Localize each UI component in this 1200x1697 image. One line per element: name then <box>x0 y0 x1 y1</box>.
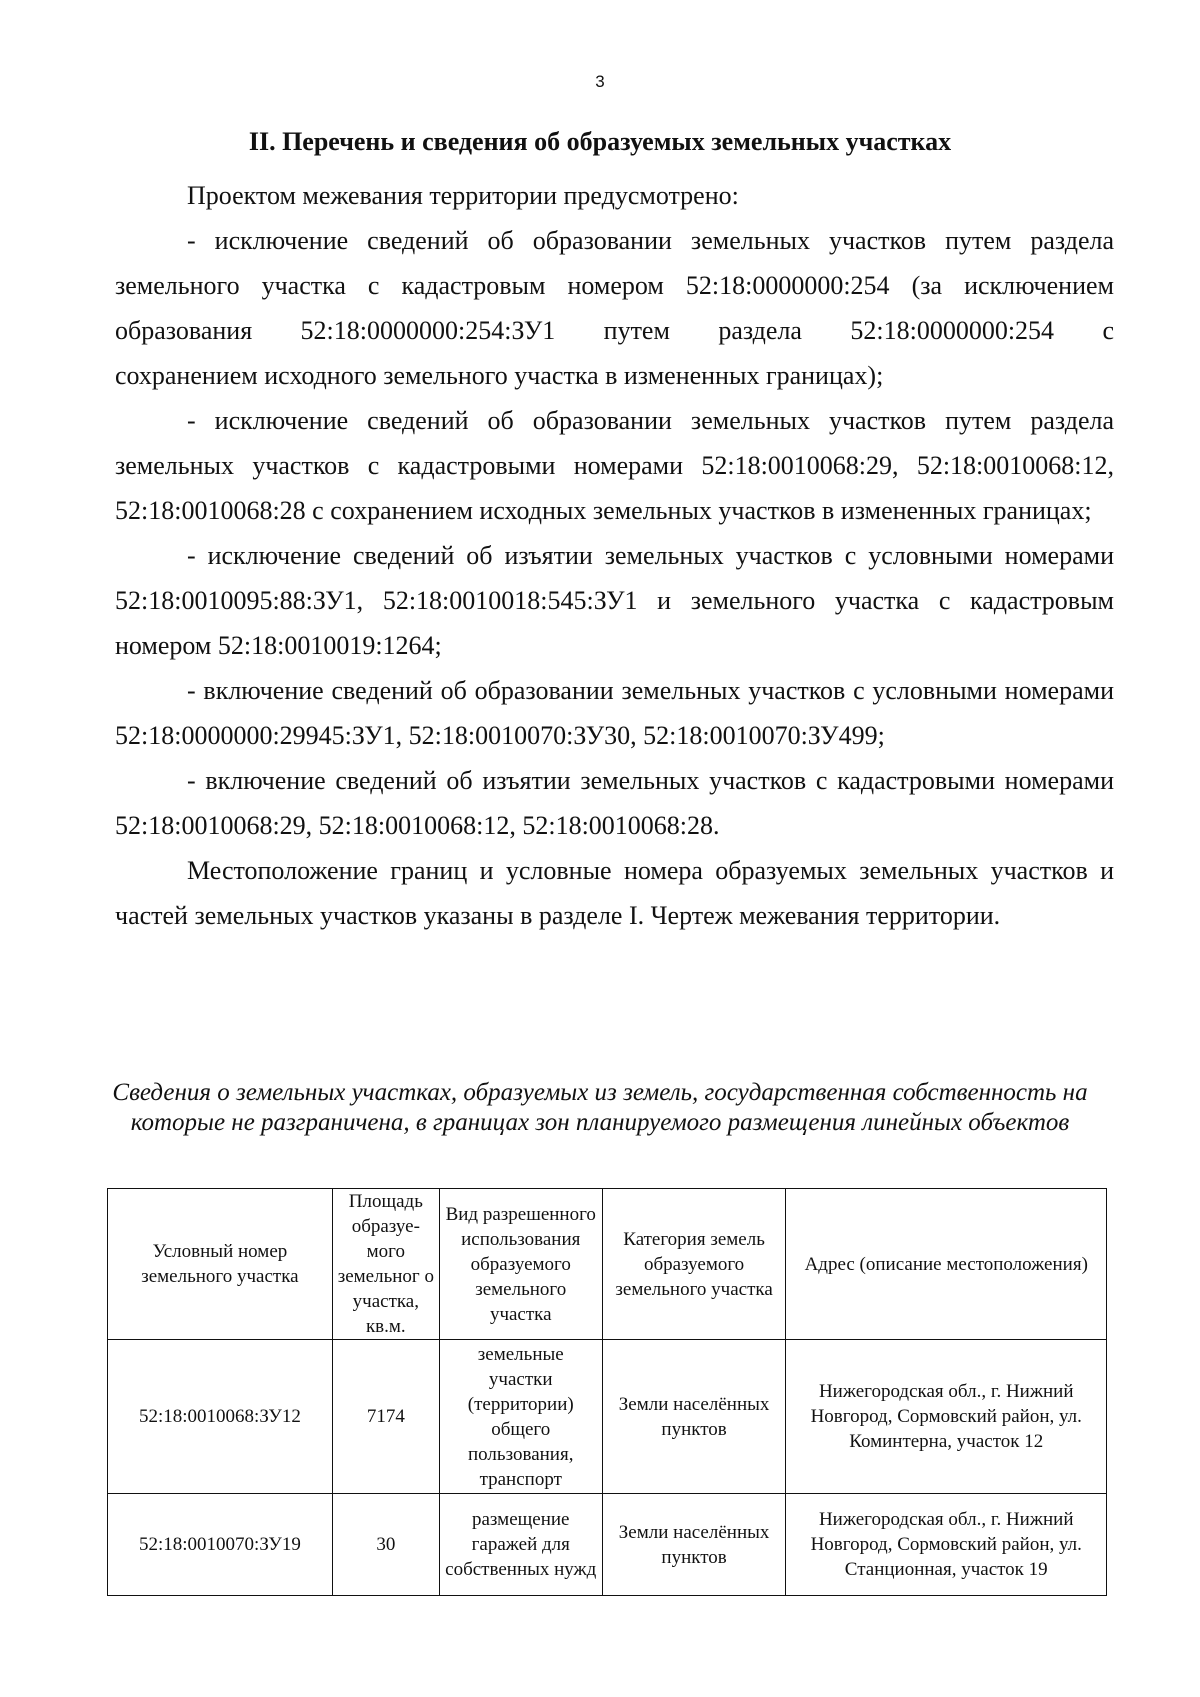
paragraph-inclusion-formation: - включение сведений об образовании земельных участков с условными номерами 52:18:0000000:29945:ЗУ1, 52:18:0010070:ЗУ30, 52:18:0010070:ЗУ499; <box>115 676 1114 750</box>
header-plot-number: Условный номер земельного участка <box>108 1189 333 1340</box>
table-row <box>108 1340 1107 1494</box>
paragraph-exclusion-division-part3: сохранением исходного земельного участка в измененных границах); <box>115 361 884 390</box>
page-number: 3 <box>595 72 605 91</box>
paragraph-exclusion-division-part1: - исключение сведений об образовании земельных участков путем раздела земельного участка с кадастровым номером 52:18:0000000:254 (за исключением <box>115 226 1114 300</box>
paragraph-inclusion-seizure: - включение сведений об изъятии земельных участков с кадастровыми номерами 52:18:0010068:29, 52:18:0010068:12, 52:18:0010068:28. <box>115 766 1114 840</box>
cell-land-category: Земли населённых пунктов <box>602 1340 786 1494</box>
header-area: Площадь образуе-мого земельног о участка, кв.м. <box>332 1189 439 1340</box>
cell-permitted-use: земельные участки (территории) общего пользования, транспорт <box>439 1340 602 1494</box>
cell-plot-number: 52:18:0010068:ЗУ12 <box>108 1340 333 1494</box>
body-text <box>115 173 1114 938</box>
cell-area: 7174 <box>332 1340 439 1494</box>
cell-land-category: Земли населённых пунктов <box>602 1494 786 1596</box>
paragraph-intro: Проектом межевания территории предусмотрено: <box>187 181 739 210</box>
cell-permitted-use: размещение гаражей для собственных нужд <box>439 1494 602 1596</box>
paragraph-exclusion-division-part2: образования 52:18:0000000:254:ЗУ1 путем раздела 52:18:0000000:254 с <box>115 316 1114 345</box>
paragraph-exclusion-seizure: - исключение сведений об изъятии земельных участков с условными номерами 52:18:0010095:88:ЗУ1, 52:18:0010018:545:ЗУ1 и земельного участка с кадастровым номером 52:18:0010019:1264; <box>115 541 1114 660</box>
header-land-category: Категория земель образуемого земельного участка <box>602 1189 786 1340</box>
paragraph-exclusion-division-plots: - исключение сведений об образовании земельных участков путем раздела земельных участков с кадастровыми номерами 52:18:0010068:29, 52:18:0010068:12, 52:18:0010068:28 с сохранением исходных земельных участков в измененных границах; <box>115 406 1114 525</box>
table-caption: Сведения о земельных участках, образуемых из земель, государственная собственность на которые не разграничена, в границах зон планируемого размещения линейных объектов <box>112 1079 1088 1136</box>
paragraph-location-note: Местоположение границ и условные номера образуемых земельных участков и частей земельных участков указаны в разделе I. Чертеж межевания территории. <box>115 856 1114 930</box>
header-permitted-use: Вид разрешенного использования образуемого земельного участка <box>439 1189 602 1340</box>
table-header-row <box>108 1189 1107 1340</box>
section-title: II. Перечень и сведения об образуемых земельных участках <box>248 127 952 156</box>
table-row <box>108 1494 1107 1596</box>
cell-area: 30 <box>332 1494 439 1596</box>
cell-address: Нижегородская обл., г. Нижний Новгород, Сормовский район, ул. Станционная, участок 19 <box>786 1494 1107 1596</box>
cell-address: Нижегородская обл., г. Нижний Новгород, Сормовский район, ул. Коминтерна, участок 12 <box>786 1340 1107 1494</box>
land-plots-table <box>107 1188 1107 1596</box>
cell-plot-number: 52:18:0010070:ЗУ19 <box>108 1494 333 1596</box>
header-address: Адрес (описание местоположения) <box>786 1189 1107 1340</box>
